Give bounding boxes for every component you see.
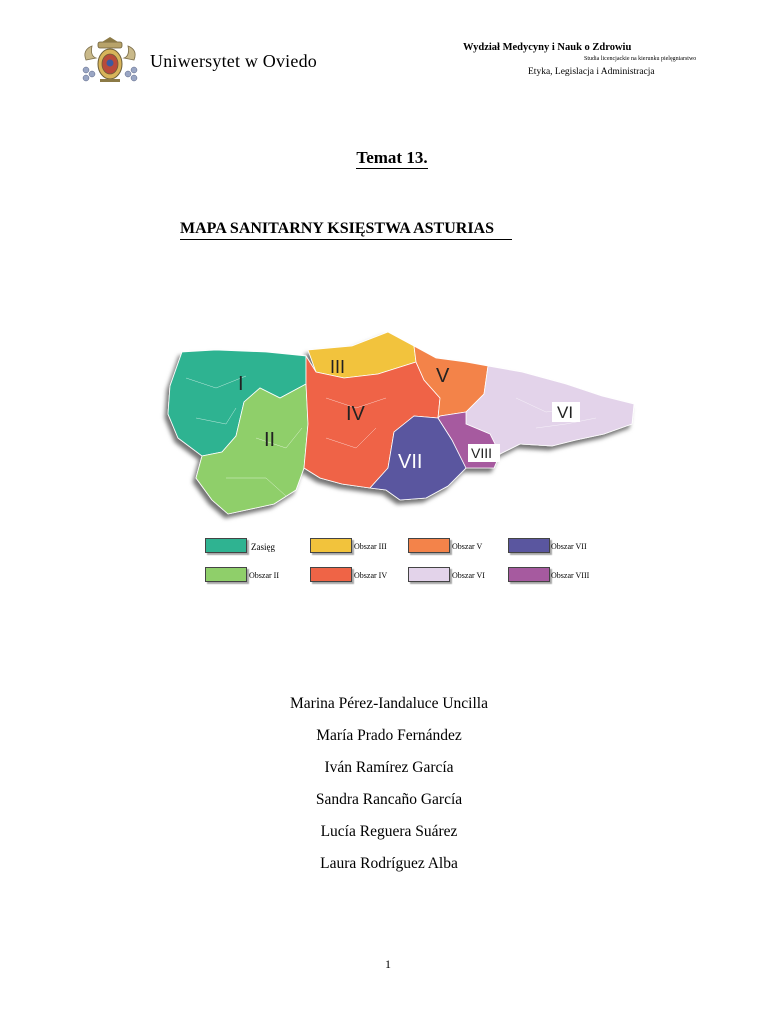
topic-text: Temat 13. (356, 148, 428, 167)
legend-label: Obszar III (354, 542, 387, 551)
university-seal-logo (78, 36, 142, 84)
legend-label: Obszar V (452, 542, 483, 551)
authors-list (0, 695, 768, 887)
author-name: Sandra Rancaño García (315, 791, 463, 808)
author-name: María Prado Fernández (316, 727, 462, 744)
map-label-vii: VII (398, 451, 423, 473)
page-number: 1 (385, 957, 391, 971)
legend-label: Obszar VII (551, 542, 587, 551)
study-program: Studia licencjackie na kierunku pielęgniarstwo (584, 56, 697, 62)
legend-swatch (205, 538, 247, 553)
topic-heading (0, 148, 768, 168)
map-label-v: V (436, 365, 450, 387)
department-name: Etyka, Legislacja i Administracja (528, 67, 655, 77)
legend-label: Obszar VI (452, 571, 485, 580)
map-label-i: I (238, 373, 244, 395)
legend-swatch (408, 538, 450, 553)
legend-label: Obszar IV (354, 571, 388, 580)
legend-label: Obszar VIII (551, 571, 590, 580)
author-name: Laura Rodríguez Alba (320, 855, 458, 872)
faculty-name: Wydział Medycyny i Nauk o Zdrowiu (463, 42, 632, 53)
author-name: Marina Pérez-Iandaluce Uncilla (290, 695, 488, 712)
map-label-ii: II (264, 429, 276, 451)
legend-label: Obszar II (249, 571, 279, 580)
map-label-iv: IV (346, 403, 365, 425)
map-label-vi: VI (557, 403, 574, 422)
health-areas-map (156, 328, 646, 528)
author-name: Iván Ramírez García (324, 759, 454, 776)
legend-swatch (408, 567, 450, 582)
legend-swatch (508, 538, 550, 553)
university-name: Uniwersytet w Oviedo (150, 51, 317, 71)
author-name: Lucía Reguera Suárez (320, 823, 458, 840)
legend-swatch (508, 567, 550, 582)
legend-label: Zasięg (251, 542, 275, 552)
legend-swatch (310, 567, 352, 582)
legend-swatch (310, 538, 352, 553)
document-title: MAPA SANITARNY KSIĘSTWA ASTURIAS (180, 219, 512, 240)
map-label-viii: VIII (471, 445, 493, 461)
legend-swatch (205, 567, 247, 582)
map-label-iii: III (330, 357, 346, 377)
